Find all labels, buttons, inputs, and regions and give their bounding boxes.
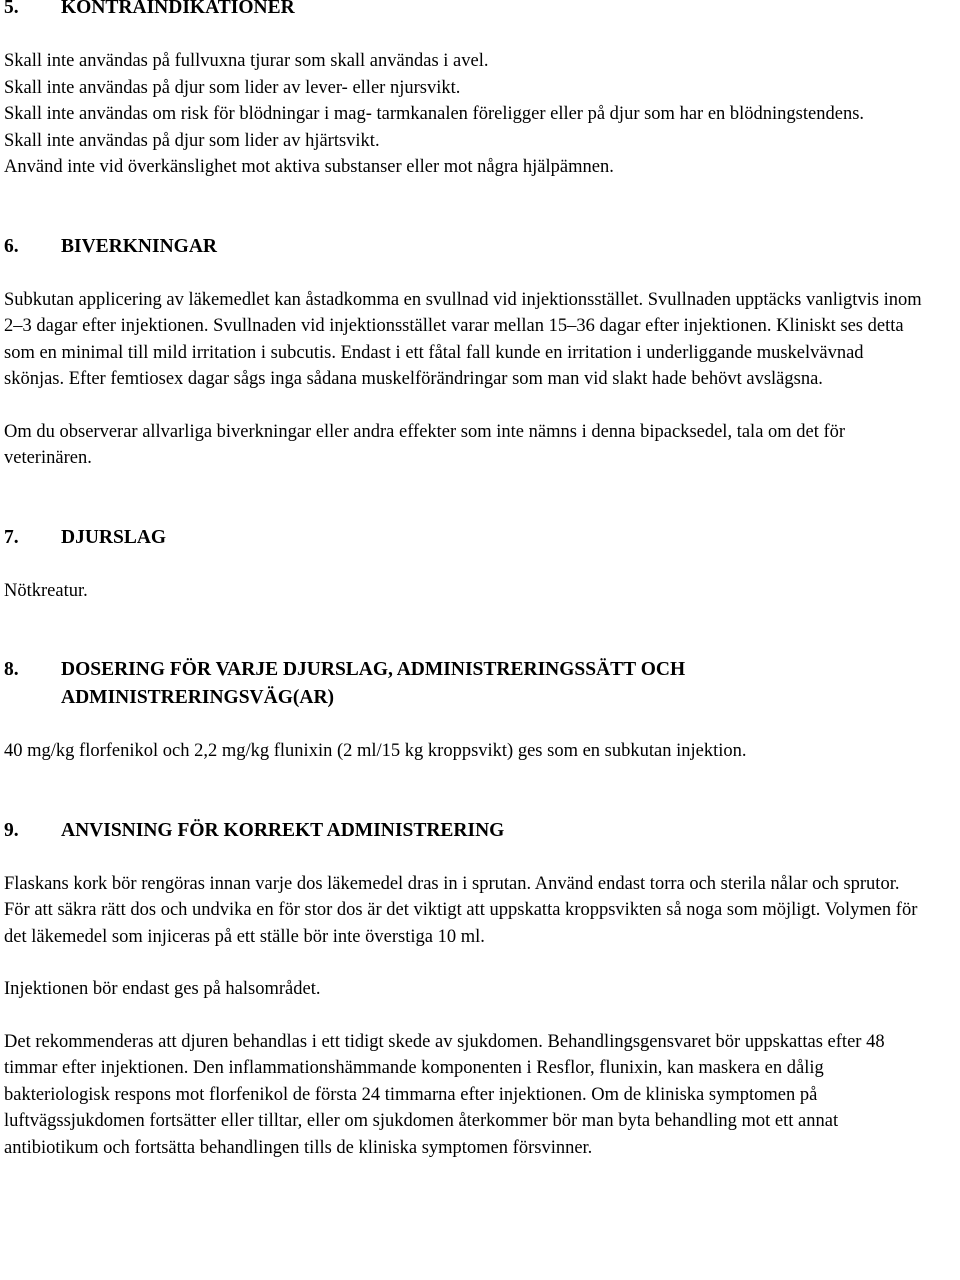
section-7-heading [4, 524, 924, 552]
section-7-number: 7. [4, 526, 19, 548]
section-8-title: DOSERING FÖR VARJE DJURSLAG, ADMINISTRERINGSSÄTT OCH ADMINISTRERINGSVÄG(AR) [61, 659, 686, 708]
section-6-heading [4, 233, 924, 261]
section-5-title: KONTRAINDIKATIONER [61, 0, 295, 18]
section-7-title: DJURSLAG [61, 526, 167, 548]
section-9-paragraph: För att säkra rätt dos och undvika en för stor dos är det viktigt att uppskatta kroppsvikten så noga som möjligt. Volymen för det läkemedel som injiceras på ett ställe bör inte överstiga 10 ml. [4, 900, 918, 947]
section-6-paragraph: Om du observerar allvarliga biverkningar eller andra effekter som inte nämns i denna bipacksedel, tala om det för veterinären. [4, 421, 846, 468]
section-7-text: Nötkreatur. [4, 580, 88, 601]
section-5-number: 5. [4, 0, 19, 18]
section-5-body [4, 48, 924, 181]
contraindication-line: Skall inte användas på djur som lider av lever- eller njursvikt. [4, 77, 461, 98]
section-8-heading [4, 656, 924, 712]
document-page [4, 0, 924, 1161]
section-9-heading [4, 817, 924, 845]
contraindication-line: Skall inte användas på djur som lider av hjärtsvikt. [4, 130, 380, 151]
section-9-title: ANVISNING FÖR KORREKT ADMINISTRERING [61, 819, 505, 841]
section-6-paragraph: Subkutan applicering av läkemedlet kan åstadkomma en svullnad vid injektionsstället. Svullnaden upptäcks vanligtvis inom 2–3 dagar efter injektionen. Svullnaden vid injektionsstället varar mellan 15–36 dagar efter injektionen. Kliniskt ses detta som en minimal till mild irritation i subcutis. Endast i ett fåtal fall kunde en irritation i underliggande muskelvävnad skönjas. Efter femtiosex dagar sågs inga sådana muskelförändringar som man vid slakt hade behövt avslägsna. [4, 289, 922, 389]
contraindication-line: Skall inte användas om risk för blödningar i mag- tarmkanalen föreligger eller på djur som har en blödningstendens. [4, 104, 865, 124]
section-9-paragraph: Det rekommenderas att djuren behandlas i ett tidigt skede av sjukdomen. Behandlingsgensvaret bör uppskattas efter 48 timmar efter injektionen. Den inflammationshämmande komponenten i Resflor, flunixin, kan maskera en dålig bakteriologisk respons mot florfenikol de första 24 timmarna efter injektionen. Om de kliniska symptomen på luftvägssjukdomen fortsätter eller tilltar, eller om sjukdomen återkommer bör man byta behandling mot ett annat antibiotikum och fortsätta behandlingen tills de kliniska symptomen försvinner. [4, 1031, 885, 1158]
section-5-heading [4, 0, 924, 22]
section-6-number: 6. [4, 235, 19, 257]
contraindication-line: Använd inte vid överkänslighet mot aktiva substanser eller mot några hjälpämnen. [4, 157, 614, 177]
contraindication-line: Skall inte användas på fullvuxna tjurar som skall användas i avel. [4, 51, 489, 71]
section-9-number: 9. [4, 819, 19, 841]
section-6-title: BIVERKNINGAR [61, 235, 218, 257]
section-8-text: 40 mg/kg florfenikol och 2,2 mg/kg flunixin (2 ml/15 kg kroppsvikt) ges som en subkutan injektion. [4, 741, 747, 761]
section-8-number: 8. [4, 659, 19, 680]
section-9-paragraph: Injektionen bör endast ges på halsområdet. [4, 979, 321, 999]
section-9-paragraph: Flaskans kork bör rengöras innan varje dos läkemedel dras in i sprutan. Använd endast torra och sterila nålar och sprutor. [4, 873, 900, 894]
